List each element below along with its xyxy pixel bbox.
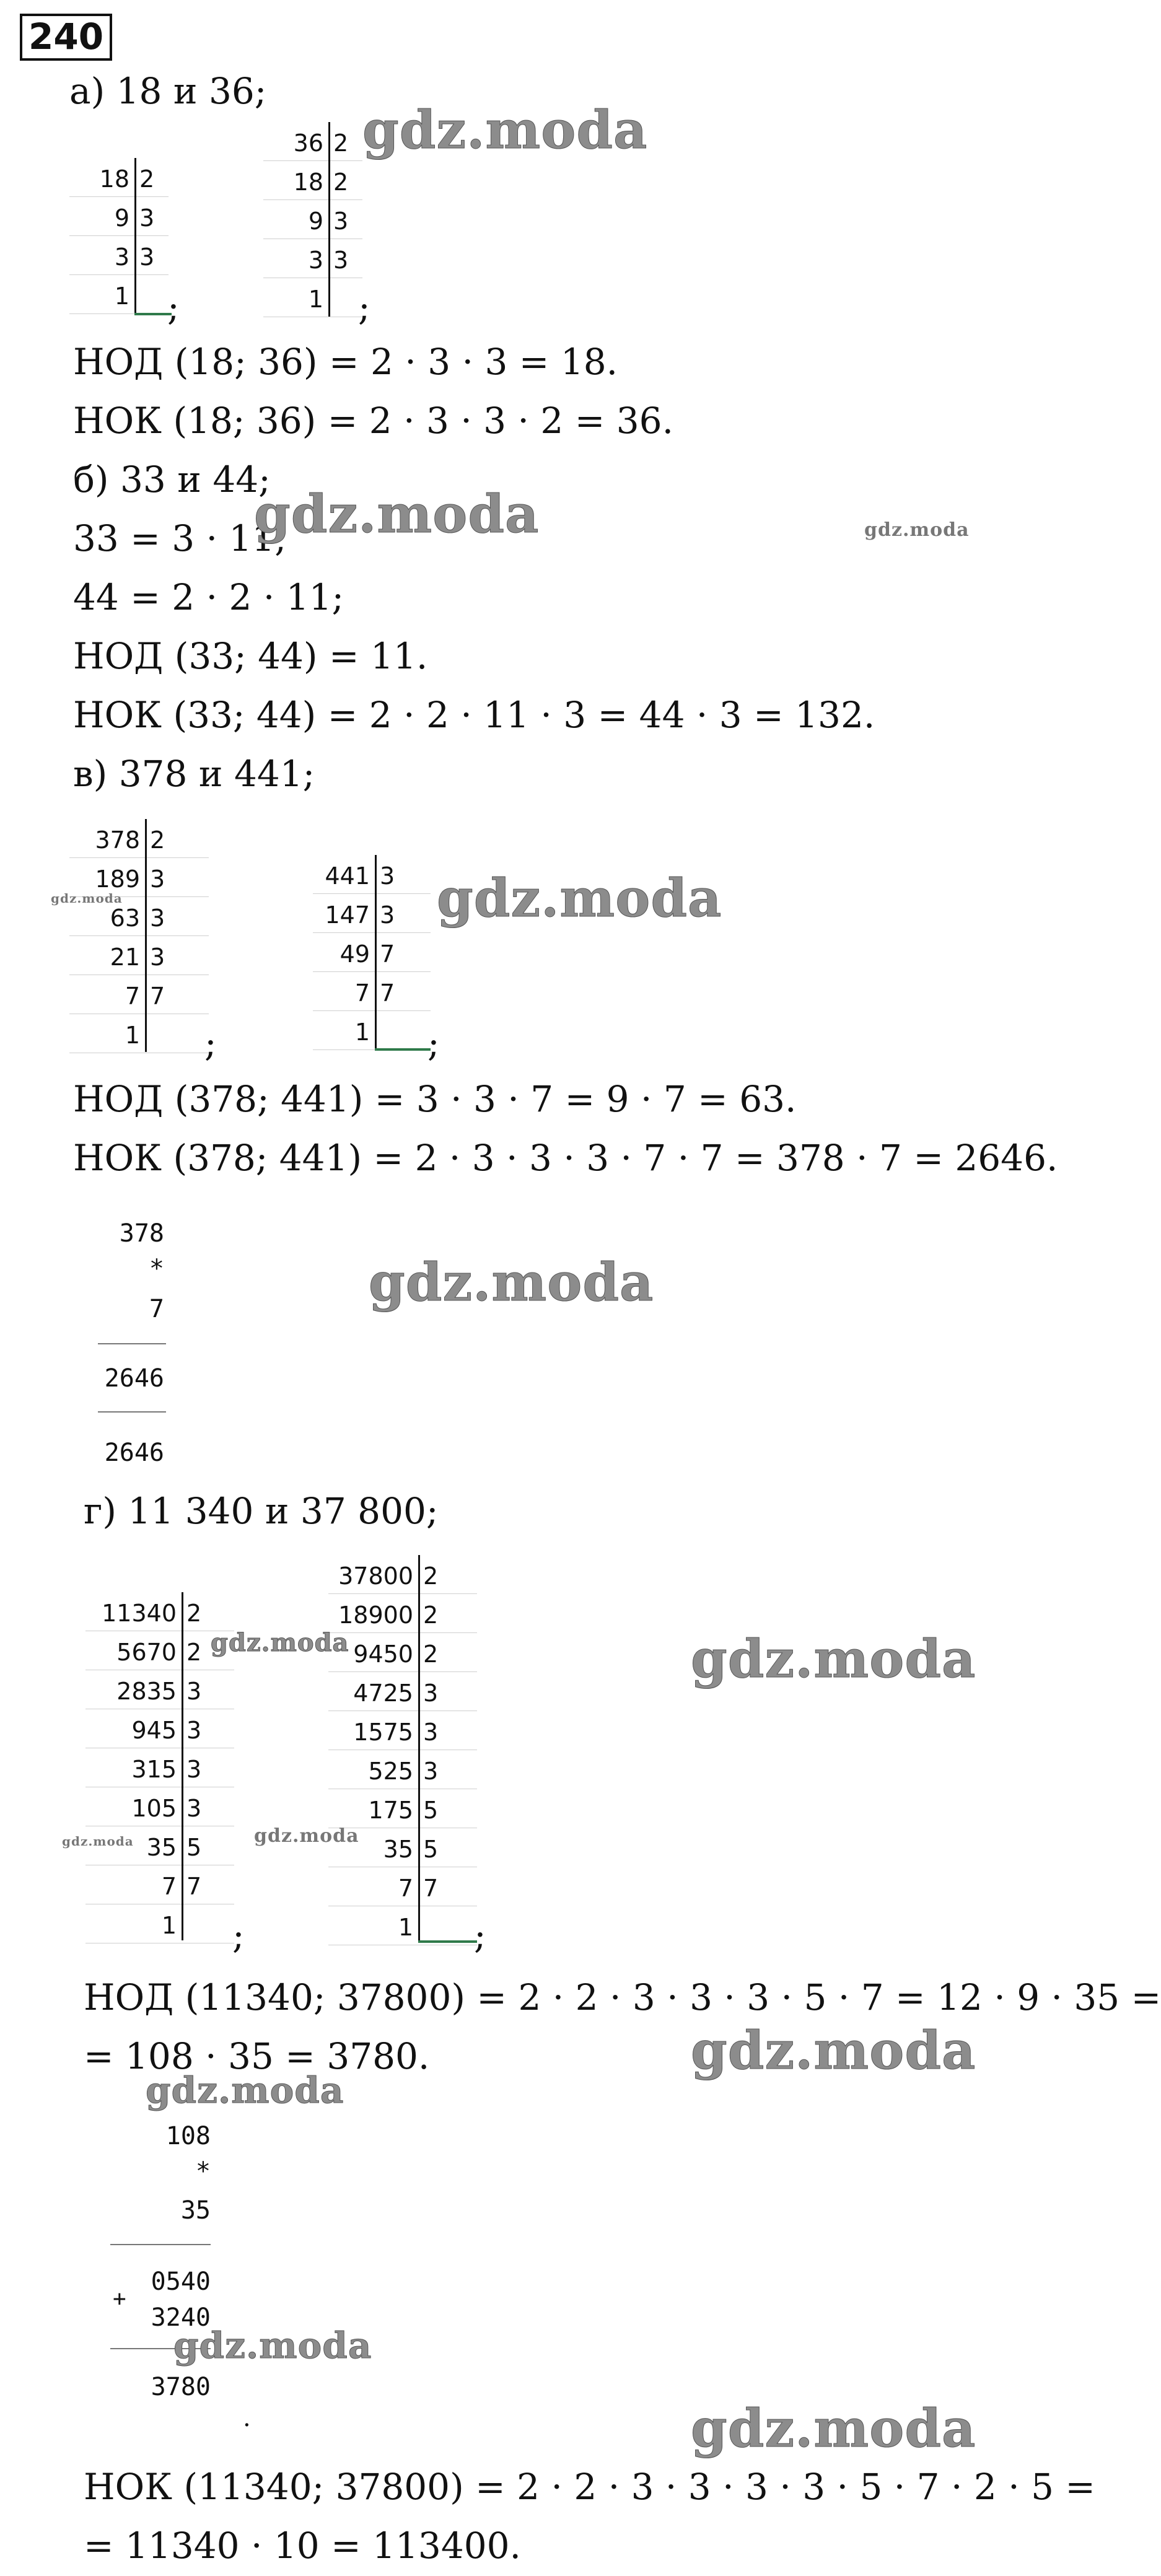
table-row xyxy=(69,936,209,975)
prime-factor: 7 xyxy=(380,979,395,1007)
factor-value: 189 xyxy=(95,865,140,893)
prime-factor: 5 xyxy=(186,1834,202,1861)
prime-factor: 3 xyxy=(380,862,395,890)
factor-value: 36 xyxy=(293,129,323,157)
divider-line xyxy=(328,122,330,317)
watermark: gdz.moda xyxy=(437,867,722,929)
part-g-lcm-line1: НОК (11340; 37800) = 2 · 2 · 3 · 3 · 3 · 3 · 5 · 7 · 2 · 5 = xyxy=(84,2466,1096,2508)
divider-line xyxy=(418,1555,420,1942)
factor-value: 35 xyxy=(146,1834,177,1861)
table-row xyxy=(85,1787,234,1826)
table-row xyxy=(85,1865,234,1904)
prime-factor: 5 xyxy=(423,1836,439,1863)
calc-partial-2: 3240 xyxy=(151,2303,211,2332)
end-underline xyxy=(418,1940,477,1943)
watermark: gdz.moda xyxy=(691,2020,976,2081)
prime-factor: 2 xyxy=(186,1600,202,1627)
watermark: gdz.moda xyxy=(62,1834,134,1849)
table-row xyxy=(313,855,431,894)
divider-line xyxy=(375,855,377,1049)
table-row xyxy=(263,239,362,278)
factor-value: 4725 xyxy=(353,1680,413,1707)
table-row xyxy=(313,933,431,972)
table-row xyxy=(69,819,209,858)
part-g-gcd-line1: НОД (11340; 37800) = 2 · 2 · 3 · 3 · 3 · 5 · 7 = 12 · 9 · 35 = xyxy=(84,1976,1161,2018)
semicolon: ; xyxy=(204,1022,217,1064)
prime-factor: 3 xyxy=(333,247,349,274)
factor-value: 1 xyxy=(354,1019,370,1046)
semicolon: ; xyxy=(167,286,180,328)
prime-factor: 3 xyxy=(186,1678,202,1705)
table-row xyxy=(263,278,362,317)
prime-factor: 3 xyxy=(150,944,165,971)
part-g-gcd-line2: = 108 · 35 = 3780. xyxy=(84,2035,430,2077)
prime-factor: 3 xyxy=(186,1717,202,1744)
table-row xyxy=(328,1750,477,1789)
calc-result: 3780 xyxy=(151,2373,211,2401)
calc-operand-b: 35 xyxy=(180,2196,211,2225)
part-b-line2: 44 = 2 · 2 · 11; xyxy=(73,576,344,618)
factor-value: 3 xyxy=(114,243,129,271)
table-row xyxy=(313,1011,431,1050)
table-row xyxy=(328,1789,477,1828)
calc-partial-1: 0540 xyxy=(151,2267,211,2296)
semicolon: ; xyxy=(474,1914,486,1956)
prime-factor: 2 xyxy=(423,1641,439,1668)
table-row xyxy=(69,158,169,197)
factor-value: 7 xyxy=(125,983,140,1010)
factor-value: 7 xyxy=(354,979,370,1007)
watermark: gdz.moda xyxy=(864,519,970,541)
factor-value: 18 xyxy=(293,169,323,196)
calc-line xyxy=(98,1411,166,1413)
watermark: gdz.moda xyxy=(173,2324,372,2367)
prime-factor: 3 xyxy=(423,1758,439,1785)
part-b-line1: 33 = 3 · 11; xyxy=(73,517,287,559)
table-row xyxy=(69,975,209,1014)
watermark: gdz.moda xyxy=(254,483,540,545)
dot: . xyxy=(243,2404,251,2432)
factor-value: 9450 xyxy=(353,1641,413,1668)
prime-factor: 7 xyxy=(423,1875,439,1902)
prime-factor: 7 xyxy=(380,940,395,968)
prime-factor: 5 xyxy=(423,1797,439,1824)
semicolon: ; xyxy=(232,1914,245,1956)
prime-factor: 2 xyxy=(333,169,349,196)
factor-value: 945 xyxy=(131,1717,177,1744)
calc-partial: 2646 xyxy=(104,1364,164,1393)
prime-factor: 3 xyxy=(333,208,349,235)
prime-factor: 2 xyxy=(333,129,349,157)
factor-value: 1575 xyxy=(353,1719,413,1746)
task-number: 240 xyxy=(20,14,112,61)
part-g-header: г) 11 340 и 37 800; xyxy=(84,1490,439,1532)
factor-value: 147 xyxy=(325,901,370,929)
table-row xyxy=(328,1633,477,1672)
calc-operand-a: 378 xyxy=(119,1219,164,1248)
table-row xyxy=(328,1867,477,1906)
watermark: gdz.moda xyxy=(254,1825,359,1847)
calc-operand-b: 7 xyxy=(149,1295,164,1323)
factor-value: 1 xyxy=(114,283,129,310)
prime-factor: 3 xyxy=(380,901,395,929)
table-row xyxy=(263,200,362,239)
factor-value: 11340 xyxy=(102,1600,177,1627)
calc-line xyxy=(98,1343,166,1344)
prime-factor: 2 xyxy=(139,165,155,193)
factor-value: 18 xyxy=(99,165,129,193)
watermark: gdz.moda xyxy=(146,2069,344,2111)
prime-factor: 3 xyxy=(186,1756,202,1783)
prime-factor: 7 xyxy=(150,983,165,1010)
watermark: gdz.moda xyxy=(691,1628,976,1689)
watermark: gdz.moda xyxy=(51,891,123,906)
factor-table-378 xyxy=(69,819,209,1053)
part-b-header: б) 33 и 44; xyxy=(73,458,271,501)
factor-value: 37800 xyxy=(338,1562,413,1590)
table-row xyxy=(263,122,362,161)
watermark: gdz.moda xyxy=(362,99,648,160)
table-row xyxy=(69,197,169,236)
factor-value: 1 xyxy=(308,286,323,313)
prime-factor: 3 xyxy=(423,1680,439,1707)
factor-value: 315 xyxy=(131,1756,177,1783)
part-a-header: а) 18 и 36; xyxy=(69,70,267,112)
factor-value: 9 xyxy=(114,204,129,232)
factor-table-36 xyxy=(263,122,362,317)
part-a-lcm: НОК (18; 36) = 2 · 3 · 3 · 2 = 36. xyxy=(73,400,674,442)
table-row xyxy=(69,1014,209,1053)
prime-factor: 3 xyxy=(150,865,165,893)
divider-line xyxy=(182,1592,183,1940)
part-g-lcm-line2: = 11340 · 10 = 113400. xyxy=(84,2525,521,2567)
calc-operator: * xyxy=(149,1255,164,1283)
semicolon: ; xyxy=(358,286,370,328)
part-v-gcd: НОД (378; 441) = 3 · 3 · 7 = 9 · 7 = 63. xyxy=(73,1078,797,1120)
part-v-header: в) 378 и 441; xyxy=(73,753,315,795)
table-row xyxy=(328,1711,477,1750)
table-row xyxy=(85,1592,234,1631)
factor-value: 21 xyxy=(110,944,140,971)
factor-value: 378 xyxy=(95,826,140,854)
calc-operator: * xyxy=(195,2157,211,2186)
part-b-gcd: НОД (33; 44) = 11. xyxy=(73,635,428,677)
table-row xyxy=(263,161,362,200)
table-row xyxy=(85,1748,234,1787)
factor-table-37800 xyxy=(328,1555,477,1945)
prime-factor: 2 xyxy=(423,1601,439,1629)
divider-line xyxy=(145,819,147,1052)
watermark: gdz.moda xyxy=(691,2398,976,2459)
table-row xyxy=(328,1906,477,1945)
end-underline xyxy=(134,313,172,315)
table-row xyxy=(313,894,431,933)
table-row xyxy=(85,1709,234,1748)
factor-value: 5670 xyxy=(116,1639,177,1666)
prime-factor: 2 xyxy=(423,1562,439,1590)
table-row xyxy=(69,236,169,275)
factor-value: 441 xyxy=(325,862,370,890)
prime-factor: 3 xyxy=(150,905,165,932)
factor-value: 1 xyxy=(125,1022,140,1049)
prime-factor: 2 xyxy=(186,1639,202,1666)
table-row xyxy=(328,1594,477,1633)
table-row xyxy=(328,1672,477,1711)
prime-factor: 3 xyxy=(423,1719,439,1746)
factor-value: 9 xyxy=(308,208,323,235)
table-row xyxy=(85,1904,234,1943)
prime-factor: 3 xyxy=(186,1795,202,1822)
factor-value: 35 xyxy=(383,1836,413,1863)
table-row xyxy=(69,275,169,314)
calc-operand-a: 108 xyxy=(165,2122,211,2150)
end-underline xyxy=(375,1048,431,1051)
calc-line xyxy=(110,2244,211,2245)
factor-table-441 xyxy=(313,855,431,1050)
prime-factor: 7 xyxy=(186,1873,202,1900)
calc-plus: + xyxy=(113,2286,126,2311)
factor-value: 1 xyxy=(161,1912,177,1939)
factor-value: 7 xyxy=(398,1875,413,1902)
calc-result: 2646 xyxy=(104,1439,164,1467)
factor-value: 7 xyxy=(161,1873,177,1900)
factor-value: 1 xyxy=(398,1914,413,1941)
factor-value: 2835 xyxy=(116,1678,177,1705)
factor-table-18 xyxy=(69,158,169,314)
semicolon: ; xyxy=(427,1022,440,1064)
part-v-lcm: НОК (378; 441) = 2 · 3 · 3 · 3 · 7 · 7 = 378 · 7 = 2646. xyxy=(73,1137,1058,1179)
factor-value: 63 xyxy=(110,905,140,932)
prime-factor: 2 xyxy=(150,826,165,854)
prime-factor: 3 xyxy=(139,243,155,271)
table-row xyxy=(328,1555,477,1594)
prime-factor: 3 xyxy=(139,204,155,232)
factor-value: 3 xyxy=(308,247,323,274)
watermark: gdz.moda xyxy=(369,1251,654,1313)
divider-line xyxy=(134,158,136,314)
part-a-gcd: НОД (18; 36) = 2 · 3 · 3 = 18. xyxy=(73,341,618,383)
factor-value: 525 xyxy=(368,1758,413,1785)
table-row xyxy=(313,972,431,1011)
part-b-lcm: НОК (33; 44) = 2 · 2 · 11 · 3 = 44 · 3 = 132. xyxy=(73,694,875,736)
factor-value: 105 xyxy=(131,1795,177,1822)
table-row xyxy=(85,1670,234,1709)
watermark: gdz.moda xyxy=(211,1628,349,1657)
factor-value: 175 xyxy=(368,1797,413,1824)
factor-value: 18900 xyxy=(338,1601,413,1629)
factor-value: 49 xyxy=(340,940,370,968)
